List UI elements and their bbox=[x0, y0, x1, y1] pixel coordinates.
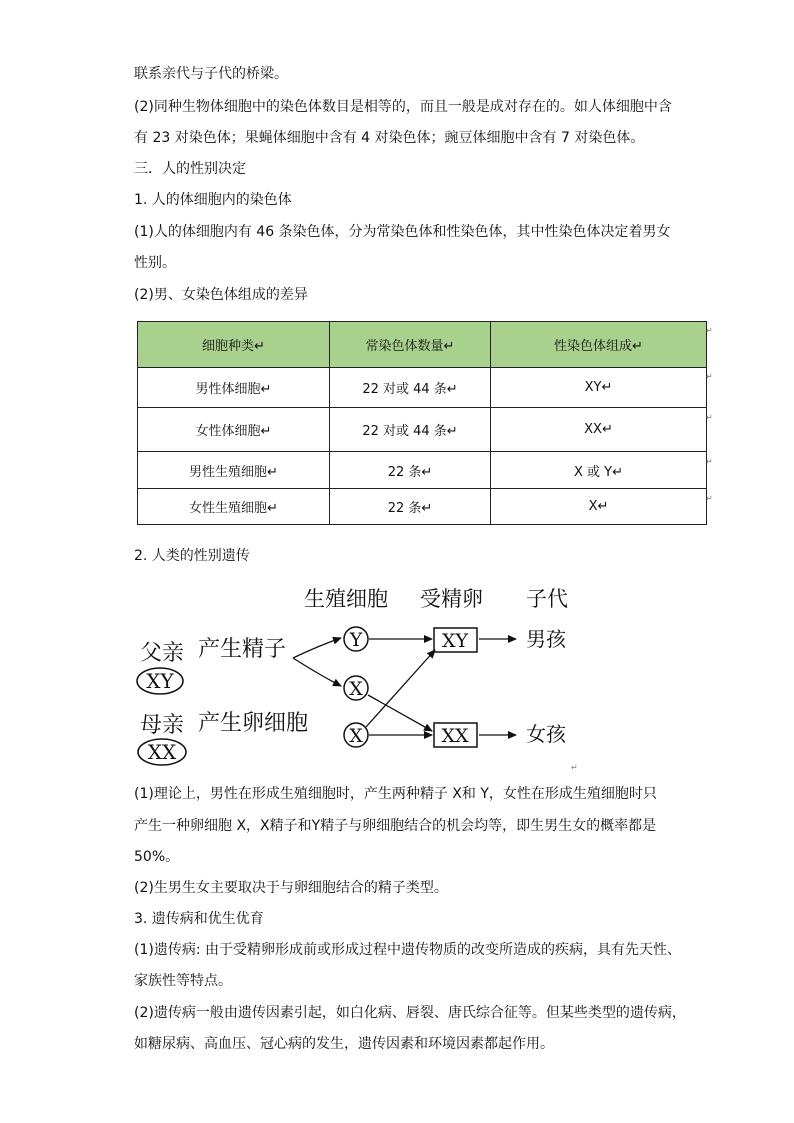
paragraph-line: (2)同种生物体细胞中的染色体数目是相等的，而且一般是成对存在的。如人体细胞中含 bbox=[134, 99, 672, 115]
paragraph-line: 性别。 bbox=[134, 255, 176, 271]
subsection-heading: 2. 人类的性别遗传 bbox=[134, 548, 250, 564]
table-cell: XX↵ bbox=[491, 408, 707, 452]
mother-action-label: 产生卵细胞 bbox=[198, 711, 309, 736]
table-cell: 22 对或 44 条↵ bbox=[330, 408, 491, 452]
mother-genotype: XX bbox=[147, 740, 177, 764]
zygote-xx: XX bbox=[441, 725, 469, 747]
arrow-father-to-y bbox=[293, 638, 341, 658]
paragraph-line: (1)遗传病: 由于受精卵形成前或形成过程中遗传物质的改变所造成的疾病，具有先天性、 bbox=[134, 942, 681, 958]
row-end-mark: ↵ bbox=[706, 326, 713, 335]
arrow-egg-to-xy bbox=[366, 650, 435, 727]
paragraph-line: (2)生男生女主要取决于与卵细胞结合的精子类型。 bbox=[134, 880, 448, 896]
table-cell: 女性生殖细胞↵ bbox=[138, 489, 330, 525]
arrow-father-to-x bbox=[293, 658, 341, 686]
father-genotype: XY bbox=[146, 669, 174, 693]
paragraph-line: 有 23 对染色体；果蝇体细胞中含有 4 对染色体；豌豆体细胞中含有 7 对染色体。 bbox=[134, 130, 645, 146]
table-cell: 22 条↵ bbox=[330, 489, 491, 525]
table-row bbox=[138, 368, 707, 408]
table-header-cell: 性染色体组成↵ bbox=[491, 322, 707, 368]
sperm-x: X bbox=[349, 678, 363, 700]
section-heading: 三．人的性别决定 bbox=[134, 161, 246, 177]
paragraph-line: (2)遗传病一般由遗传因素引起，如白化病、唇裂、唐氏综合征等。但某些类型的遗传病， bbox=[134, 1005, 686, 1021]
paragraph-line: (1)理论上，男性在形成生殖细胞时，产生两种精子 X和 Y，女性在形成生殖细胞时只 bbox=[134, 786, 657, 802]
table-row bbox=[138, 489, 707, 525]
table-header-cell: 常染色体数量↵ bbox=[330, 322, 491, 368]
paragraph-line: 50%。 bbox=[134, 849, 180, 865]
father-label: 父亲 bbox=[140, 641, 185, 666]
paragraph-line: 产生一种卵细胞 X，X精子和Y精子与卵细胞结合的机会均等，即生男生女的概率都是 bbox=[134, 818, 657, 834]
subsection-heading: 3. 遗传病和优生优育 bbox=[134, 911, 264, 927]
paragraph-line: (1)人的体细胞内有 46 条染色体，分为常染色体和性染色体，其中性染色体决定着男女 bbox=[134, 224, 671, 240]
column-label-germ-cells: 生殖细胞 bbox=[304, 587, 388, 611]
chromosome-table bbox=[137, 321, 707, 525]
paragraph-line: (2)男、女染色体组成的差异 bbox=[134, 287, 308, 303]
boy-label: 男孩 bbox=[526, 627, 566, 651]
mother-label: 母亲 bbox=[140, 713, 185, 738]
father-action-label: 产生精子 bbox=[198, 637, 287, 662]
table-cell: 男性体细胞↵ bbox=[138, 368, 330, 408]
arrow-x-to-xx bbox=[368, 695, 432, 731]
paragraph-line: 联系亲代与子代的桥梁。 bbox=[134, 66, 288, 82]
table-header-row bbox=[138, 322, 707, 368]
table-cell: X↵ bbox=[491, 489, 707, 525]
paragraph-line: 家族性等特点。 bbox=[134, 973, 232, 989]
paragraph-line: 如糖尿病、高血压、冠心病的发生，遗传因素和环境因素都起作用。 bbox=[134, 1036, 554, 1052]
sex-inheritance-diagram bbox=[130, 578, 590, 768]
zygote-xy: XY bbox=[441, 630, 469, 652]
table-cell: 22 条↵ bbox=[330, 452, 491, 489]
column-label-offspring: 子代 bbox=[526, 587, 568, 611]
row-end-mark: ↵ bbox=[706, 494, 713, 503]
table-row bbox=[138, 452, 707, 489]
girl-label: 女孩 bbox=[526, 722, 566, 746]
subsection-heading: 1. 人的体细胞内的染色体 bbox=[134, 192, 292, 208]
table-cell: X 或 Y↵ bbox=[491, 452, 707, 489]
row-end-mark: ↵ bbox=[706, 457, 713, 466]
table-cell: 女性体细胞↵ bbox=[138, 408, 330, 452]
table-cell: 男性生殖细胞↵ bbox=[138, 452, 330, 489]
row-end-mark: ↵ bbox=[706, 413, 713, 422]
column-label-zygote: 受精卵 bbox=[420, 587, 483, 611]
table-cell: 22 对或 44 条↵ bbox=[330, 368, 491, 408]
paragraph-mark: ↵ bbox=[571, 763, 578, 772]
row-end-mark: ↵ bbox=[706, 372, 713, 381]
egg-x: X bbox=[349, 725, 363, 747]
table-cell: XY↵ bbox=[491, 368, 707, 408]
sperm-y: Y bbox=[349, 629, 363, 651]
table-header-cell: 细胞种类↵ bbox=[138, 322, 330, 368]
table-row bbox=[138, 408, 707, 452]
